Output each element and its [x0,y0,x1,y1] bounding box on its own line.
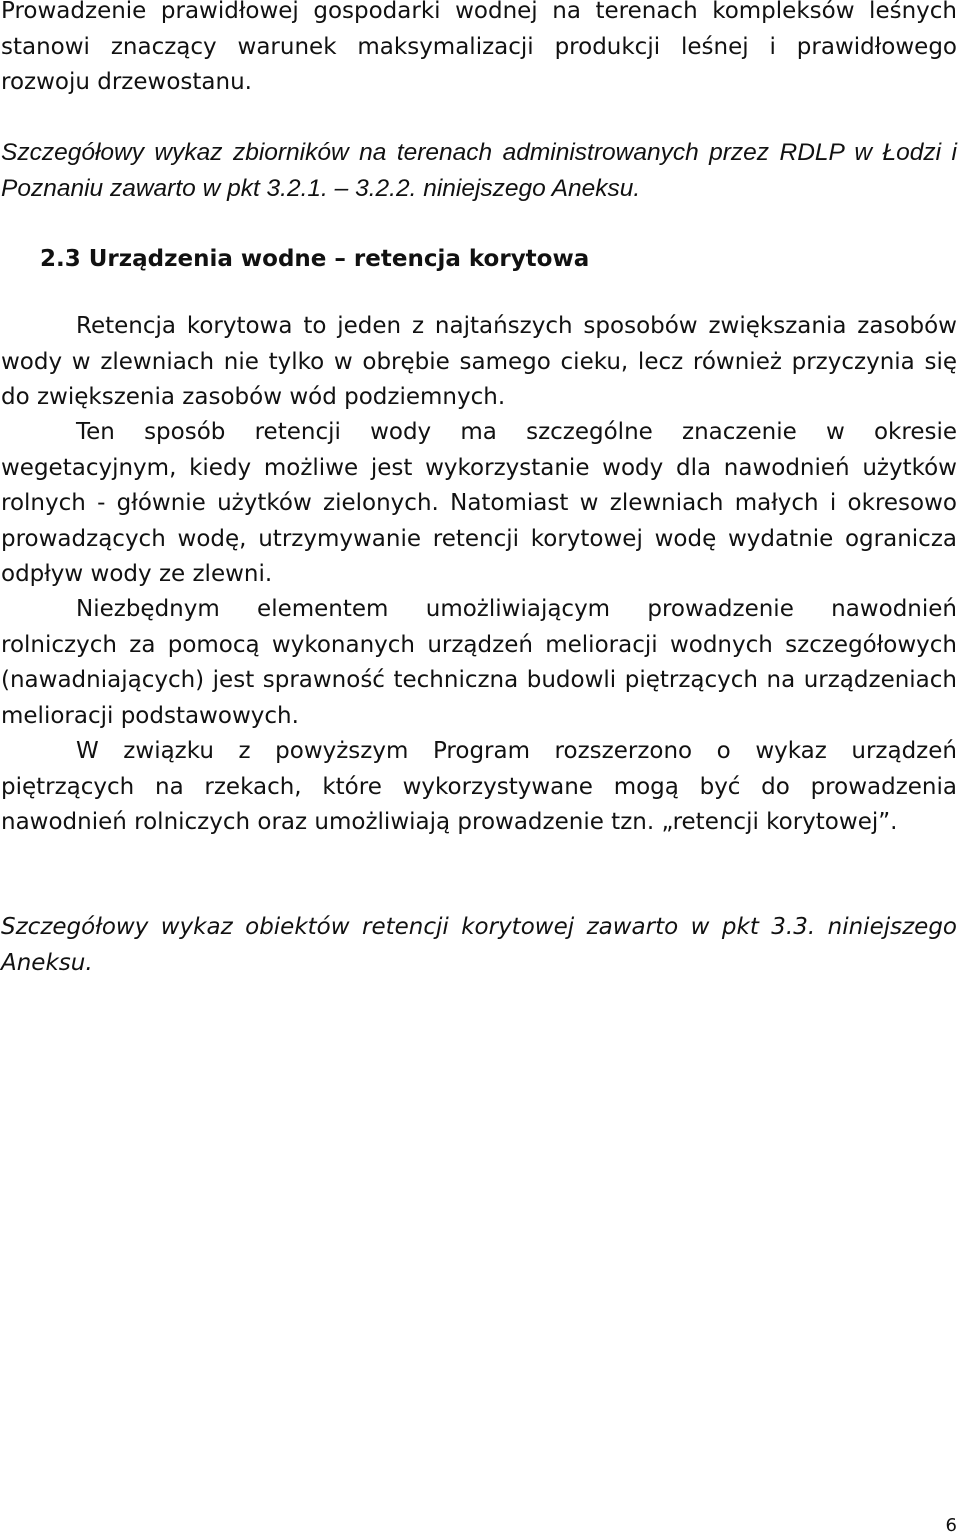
paragraph-retention-objects-reference: Szczegółowy wykaz obiektów retencji korytowej zawarto w pkt 3.3. niniejszego Aneksu. [1,914,957,976]
section-heading: 2.3 Urządzenia wodne – retencja korytowa [40,246,590,272]
paragraph-channel-retention-intro: Retencja korytowa to jeden z najtańszych sposobów zwiększania zasobów wody w zlewniach nie tylko w obrębie samego cieku, lecz również przyczynia się do zwiększenia zasobów wód podziemnych. [1,313,957,410]
page-number: 6 [945,1515,957,1536]
paragraph-program-extension: W związku z powyższym Program rozszerzono o wykaz urządzeń piętrzących na rzekach, które wykorzystywane mogą być do prowadzenia nawodnień rolniczych oraz umożliwiają prowadzenie tzn. „retencji korytowej”. [1,738,957,835]
paragraph-forest-water-management: Prowadzenie prawidłowej gospodarki wodnej na terenach kompleksów leśnych stanowi znaczący warunek maksymalizacji produkcji leśnej i prawidłowego rozwoju drzewostanu. [1,0,957,95]
paragraph-reservoir-list-reference: Szczegółowy wykaz zbiorników na terenach administrowanych przez RDLP w Łodzi i Poznaniu zawarto w pkt 3.2.1. – 3.2.2. niniejszego Aneksu. [1,139,957,202]
paragraph-irrigation-element: Niezbędnym elementem umożliwiającym prowadzenie nawodnień rolniczych za pomocą wykonanych urządzeń melioracji wodnych szczegółowych (nawadniających) jest sprawność techniczna budowli piętrzących na urządzeniach melioracji podstawowych. [1,596,957,729]
paragraph-vegetation-period: Ten sposób retencji wody ma szczególne znaczenie w okresie wegetacyjnym, kiedy możliwe jest wykorzystanie wody dla nawodnień użytków rolnych - głównie użytków zielonych. Natomiast w zlewniach małych i okresowo prowadzących wodę, utrzymywanie retencji korytowej wodę wydatnie ogranicza odpływ wody ze zlewni. [1,419,957,587]
